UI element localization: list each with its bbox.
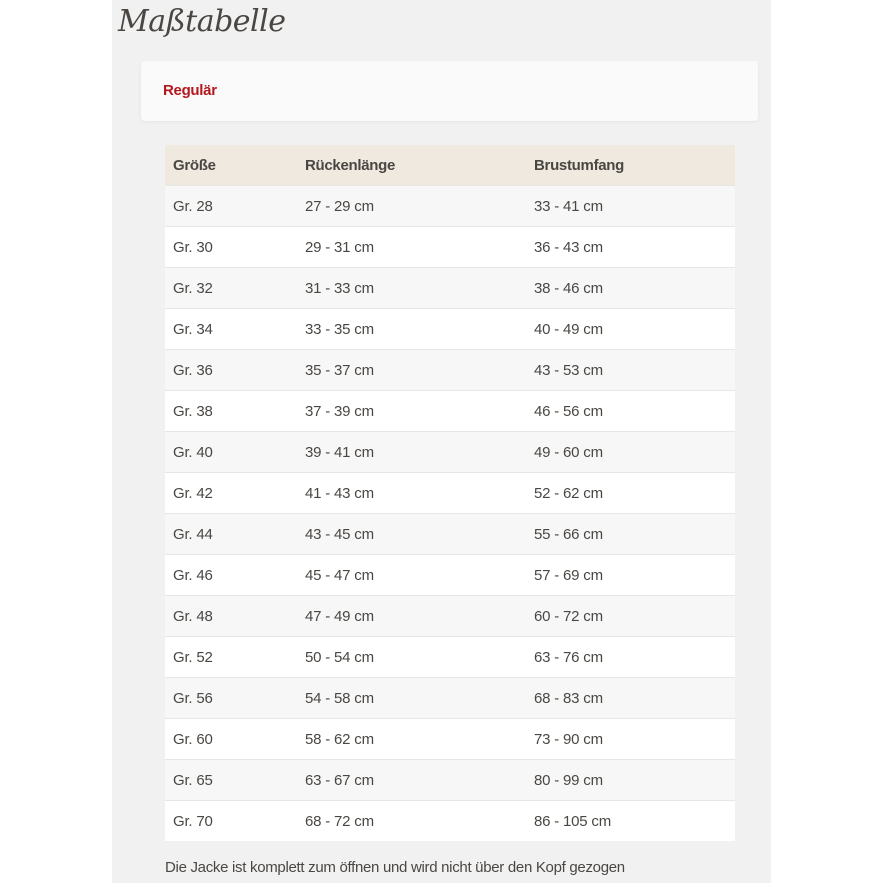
- cell-size: Gr. 48: [165, 596, 297, 637]
- table-row: [165, 227, 735, 268]
- cell-back-length: 68 - 72 cm: [297, 801, 526, 842]
- table-row: [165, 350, 735, 391]
- table-row: [165, 391, 735, 432]
- cell-chest: 80 - 99 cm: [526, 760, 735, 801]
- cell-back-length: 29 - 31 cm: [297, 227, 526, 268]
- cell-back-length: 58 - 62 cm: [297, 719, 526, 760]
- cell-chest: 52 - 62 cm: [526, 473, 735, 514]
- tab-regular[interactable]: Regulär: [163, 82, 217, 99]
- cell-back-length: 43 - 45 cm: [297, 514, 526, 555]
- cell-back-length: 54 - 58 cm: [297, 678, 526, 719]
- cell-size: Gr. 36: [165, 350, 297, 391]
- cell-size: Gr. 30: [165, 227, 297, 268]
- cell-size: Gr. 42: [165, 473, 297, 514]
- cell-chest: 86 - 105 cm: [526, 801, 735, 842]
- cell-chest: 36 - 43 cm: [526, 227, 735, 268]
- cell-chest: 43 - 53 cm: [526, 350, 735, 391]
- cell-size: Gr. 44: [165, 514, 297, 555]
- cell-back-length: 47 - 49 cm: [297, 596, 526, 637]
- cell-back-length: 63 - 67 cm: [297, 760, 526, 801]
- size-tab-card[interactable]: [141, 61, 758, 121]
- header-chest: Brustumfang: [526, 145, 735, 186]
- cell-back-length: 41 - 43 cm: [297, 473, 526, 514]
- cell-chest: 68 - 83 cm: [526, 678, 735, 719]
- cell-size: Gr. 40: [165, 432, 297, 473]
- header-back-length: Rückenlänge: [297, 145, 526, 186]
- cell-chest: 49 - 60 cm: [526, 432, 735, 473]
- cell-chest: 55 - 66 cm: [526, 514, 735, 555]
- cell-back-length: 31 - 33 cm: [297, 268, 526, 309]
- table-row: [165, 186, 735, 227]
- footnote-text: Die Jacke ist komplett zum öffnen und wird nicht über den Kopf gezogen: [165, 859, 625, 876]
- cell-size: Gr. 70: [165, 801, 297, 842]
- table-row: [165, 760, 735, 801]
- table-row: [165, 801, 735, 842]
- cell-size: Gr. 32: [165, 268, 297, 309]
- table-row: [165, 637, 735, 678]
- cell-back-length: 27 - 29 cm: [297, 186, 526, 227]
- cell-back-length: 50 - 54 cm: [297, 637, 526, 678]
- table-row: [165, 473, 735, 514]
- cell-size: Gr. 38: [165, 391, 297, 432]
- header-size: Größe: [165, 145, 297, 186]
- cell-back-length: 39 - 41 cm: [297, 432, 526, 473]
- table-row: [165, 309, 735, 350]
- cell-size: Gr. 28: [165, 186, 297, 227]
- cell-size: Gr. 34: [165, 309, 297, 350]
- cell-chest: 40 - 49 cm: [526, 309, 735, 350]
- table-row: [165, 719, 735, 760]
- cell-back-length: 45 - 47 cm: [297, 555, 526, 596]
- cell-chest: 33 - 41 cm: [526, 186, 735, 227]
- table-row: [165, 555, 735, 596]
- cell-chest: 46 - 56 cm: [526, 391, 735, 432]
- table-row: [165, 432, 735, 473]
- cell-chest: 63 - 76 cm: [526, 637, 735, 678]
- cell-chest: 38 - 46 cm: [526, 268, 735, 309]
- cell-back-length: 37 - 39 cm: [297, 391, 526, 432]
- cell-size: Gr. 65: [165, 760, 297, 801]
- table-row: [165, 678, 735, 719]
- table-row: [165, 596, 735, 637]
- table-row: [165, 514, 735, 555]
- table-header-row: [165, 145, 735, 186]
- page-title: Maßtabelle: [118, 4, 286, 39]
- cell-size: Gr. 60: [165, 719, 297, 760]
- cell-back-length: 33 - 35 cm: [297, 309, 526, 350]
- table-row: [165, 268, 735, 309]
- cell-size: Gr. 52: [165, 637, 297, 678]
- cell-chest: 60 - 72 cm: [526, 596, 735, 637]
- cell-chest: 73 - 90 cm: [526, 719, 735, 760]
- cell-back-length: 35 - 37 cm: [297, 350, 526, 391]
- cell-size: Gr. 46: [165, 555, 297, 596]
- cell-size: Gr. 56: [165, 678, 297, 719]
- cell-chest: 57 - 69 cm: [526, 555, 735, 596]
- size-table: [165, 145, 735, 841]
